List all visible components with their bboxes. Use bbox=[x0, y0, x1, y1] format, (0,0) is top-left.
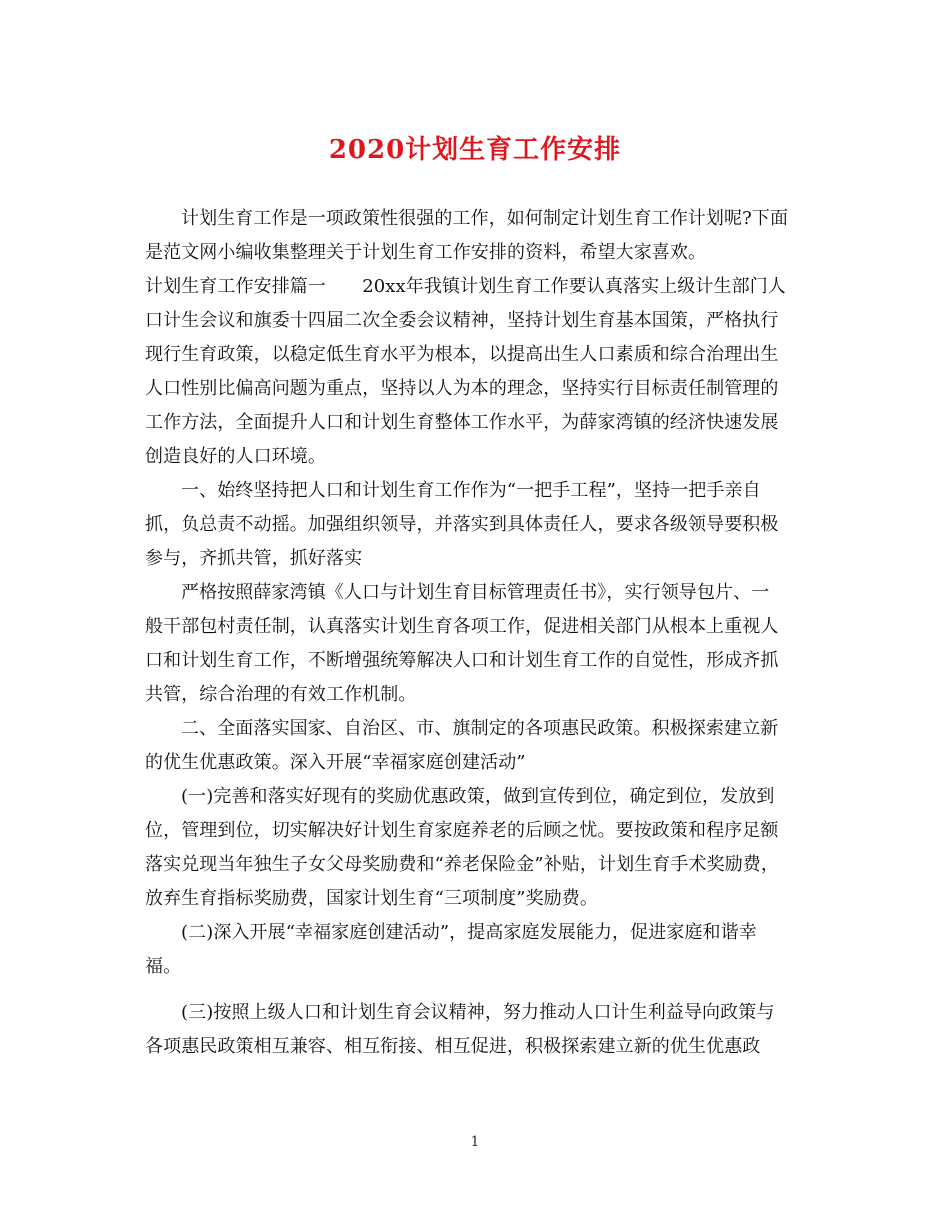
paragraph-line: 般干部包村责任制，认真落实计划生育各项工作，促进相关部门从根本上重视人 bbox=[145, 616, 779, 637]
paragraph-line: 计划生育工作安排篇一 20xx年我镇计划生育工作要认真落实上级计生部门人 bbox=[145, 276, 786, 297]
paragraph-line: 二、全面落实国家、自治区、市、旗制定的各项惠民政策。积极探索建立新 bbox=[181, 718, 779, 739]
paragraph-line: (一)完善和落实好现有的奖励优惠政策，做到宣传到位，确定到位，发放到 bbox=[181, 786, 775, 807]
paragraph-line: 一、始终坚持把人口和计划生育工作作为“一把手工程”，坚持一把手亲自 bbox=[181, 480, 761, 501]
paragraph-line: 的优生优惠政策。深入开展“幸福家庭创建活动” bbox=[145, 752, 526, 773]
paragraph-line: 口计生会议和旗委十四届二次全委会议精神，坚持计划生育基本国策，严格执行 bbox=[145, 310, 779, 331]
paragraph-line: 抓，负总责不动摇。加强组织领导，并落实到具体责任人，要求各级领导要积极 bbox=[145, 514, 779, 535]
paragraph-line: 落实兑现当年独生子女父母奖励费和“养老保险金”补贴，计划生育手术奖励费， bbox=[145, 854, 780, 875]
page-number: 1 bbox=[470, 1134, 480, 1150]
paragraph-line: 是范文网小编收集整理关于计划生育工作安排的资料，希望大家喜欢。 bbox=[145, 242, 707, 263]
paragraph-line: 位，管理到位，切实解决好计划生育家庭养老的后顾之忧。要按政策和程序足额 bbox=[145, 820, 779, 841]
document-title: 2020计划生育工作安排 bbox=[328, 135, 622, 165]
paragraph-line: 计划生育工作是一项政策性很强的工作，如何制定计划生育工作计划呢?下面 bbox=[181, 208, 789, 229]
paragraph-line: 创造良好的人口环境。 bbox=[145, 446, 326, 467]
paragraph-line: 现行生育政策，以稳定低生育水平为根本，以提高出生人口素质和综合治理出生 bbox=[145, 344, 779, 365]
paragraph-line: 口和计划生育工作，不断增强统筹解决人口和计划生育工作的自觉性，形成齐抓 bbox=[145, 650, 779, 671]
paragraph-line: 各项惠民政策相互兼容、相互衔接、相互促进，积极探索建立新的优生优惠政 bbox=[145, 1036, 761, 1057]
paragraph-line: (三)按照上级人口和计划生育会议精神，努力推动人口计生利益导向政策与 bbox=[181, 1002, 775, 1023]
paragraph-line: 工作方法，全面提升人口和计划生育整体工作水平，为薛家湾镇的经济快速发展 bbox=[145, 412, 779, 433]
paragraph-line: 严格按照薛家湾镇《人口与计划生育目标管理责任书》，实行领导包片、一 bbox=[181, 582, 770, 603]
paragraph-line: (二)深入开展“幸福家庭创建活动”，提高家庭发展能力，促进家庭和谐幸 bbox=[181, 922, 757, 943]
paragraph-line: 福。 bbox=[145, 956, 182, 977]
paragraph-line: 共管，综合治理的有效工作机制。 bbox=[145, 684, 417, 705]
paragraph-line: 放弃生育指标奖励费，国家计划生育“三项制度”奖励费。 bbox=[145, 888, 599, 909]
document-body bbox=[145, 202, 805, 1064]
paragraph-line: 参与，齐抓共管，抓好落实 bbox=[145, 548, 363, 569]
paragraph-line: 人口性别比偏高问题为重点，坚持以人为本的理念，坚持实行目标责任制管理的 bbox=[145, 378, 779, 399]
